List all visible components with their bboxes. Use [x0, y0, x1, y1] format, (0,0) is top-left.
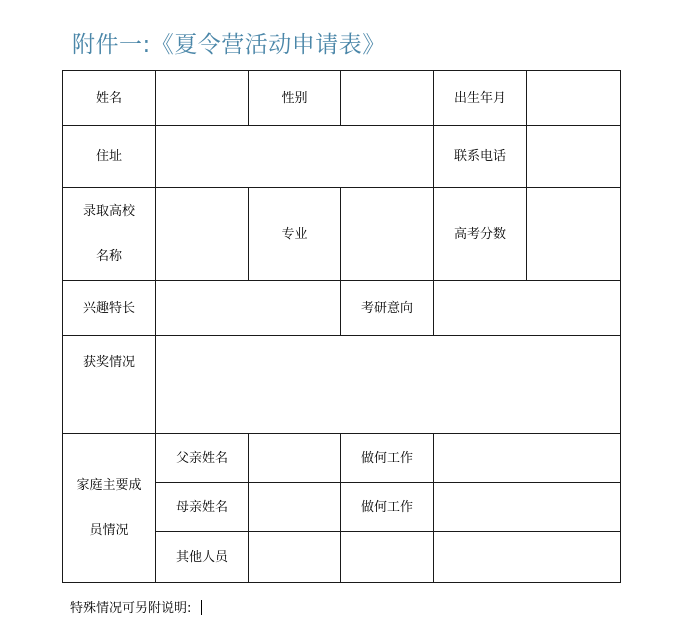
mother-job-field[interactable]	[434, 483, 621, 532]
other-members-label: 其他人员	[156, 532, 249, 583]
major-field[interactable]	[341, 188, 434, 281]
father-job-label: 做何工作	[341, 434, 434, 483]
footer-note	[70, 597, 202, 616]
admitted-school-field[interactable]	[156, 188, 249, 281]
address-label: 住址	[63, 126, 156, 188]
family-members-label	[63, 434, 156, 583]
other-members-field-3[interactable]	[434, 532, 621, 583]
name-field[interactable]	[156, 71, 249, 126]
mother-name-label: 母亲姓名	[156, 483, 249, 532]
family-members-label-line2: 员情况	[89, 523, 129, 538]
page-title: 附件一:《夏令营活动申请表》	[72, 32, 386, 58]
hobby-field[interactable]	[156, 281, 341, 336]
mother-job-label: 做何工作	[341, 483, 434, 532]
row-awards	[63, 336, 621, 434]
admitted-school-label	[63, 188, 156, 281]
father-name-field[interactable]	[249, 434, 341, 483]
birth-date-label: 出生年月	[434, 71, 527, 126]
father-name-label: 父亲姓名	[156, 434, 249, 483]
mother-name-field[interactable]	[249, 483, 341, 532]
row-basic-info	[63, 71, 621, 126]
admitted-school-label-line1: 录取高校	[82, 204, 135, 219]
contact-phone-field[interactable]	[527, 126, 621, 188]
application-form-table	[62, 70, 621, 583]
admitted-school-label-line2: 名称	[95, 249, 122, 264]
other-members-field-1[interactable]	[249, 532, 341, 583]
exam-score-field[interactable]	[527, 188, 621, 281]
text-cursor[interactable]	[201, 600, 202, 615]
row-school	[63, 188, 621, 281]
birth-date-field[interactable]	[527, 71, 621, 126]
footer-note-text: 特殊情况可另附说明:	[70, 601, 192, 616]
row-address	[63, 126, 621, 188]
major-label: 专业	[249, 188, 341, 281]
gender-field[interactable]	[341, 71, 434, 126]
grad-intention-label: 考研意向	[341, 281, 434, 336]
father-job-field[interactable]	[434, 434, 621, 483]
gender-label: 性别	[249, 71, 341, 126]
family-members-label-line1: 家庭主要成	[76, 478, 142, 493]
hobby-label: 兴趣特长	[63, 281, 156, 336]
row-father	[63, 434, 621, 483]
row-interests	[63, 281, 621, 336]
other-members-field-2[interactable]	[341, 532, 434, 583]
contact-phone-label: 联系电话	[434, 126, 527, 188]
grad-intention-field[interactable]	[434, 281, 621, 336]
awards-field[interactable]	[156, 336, 621, 434]
exam-score-label: 高考分数	[434, 188, 527, 281]
address-field[interactable]	[156, 126, 434, 188]
awards-label: 获奖情况	[63, 336, 156, 434]
name-label: 姓名	[63, 71, 156, 126]
